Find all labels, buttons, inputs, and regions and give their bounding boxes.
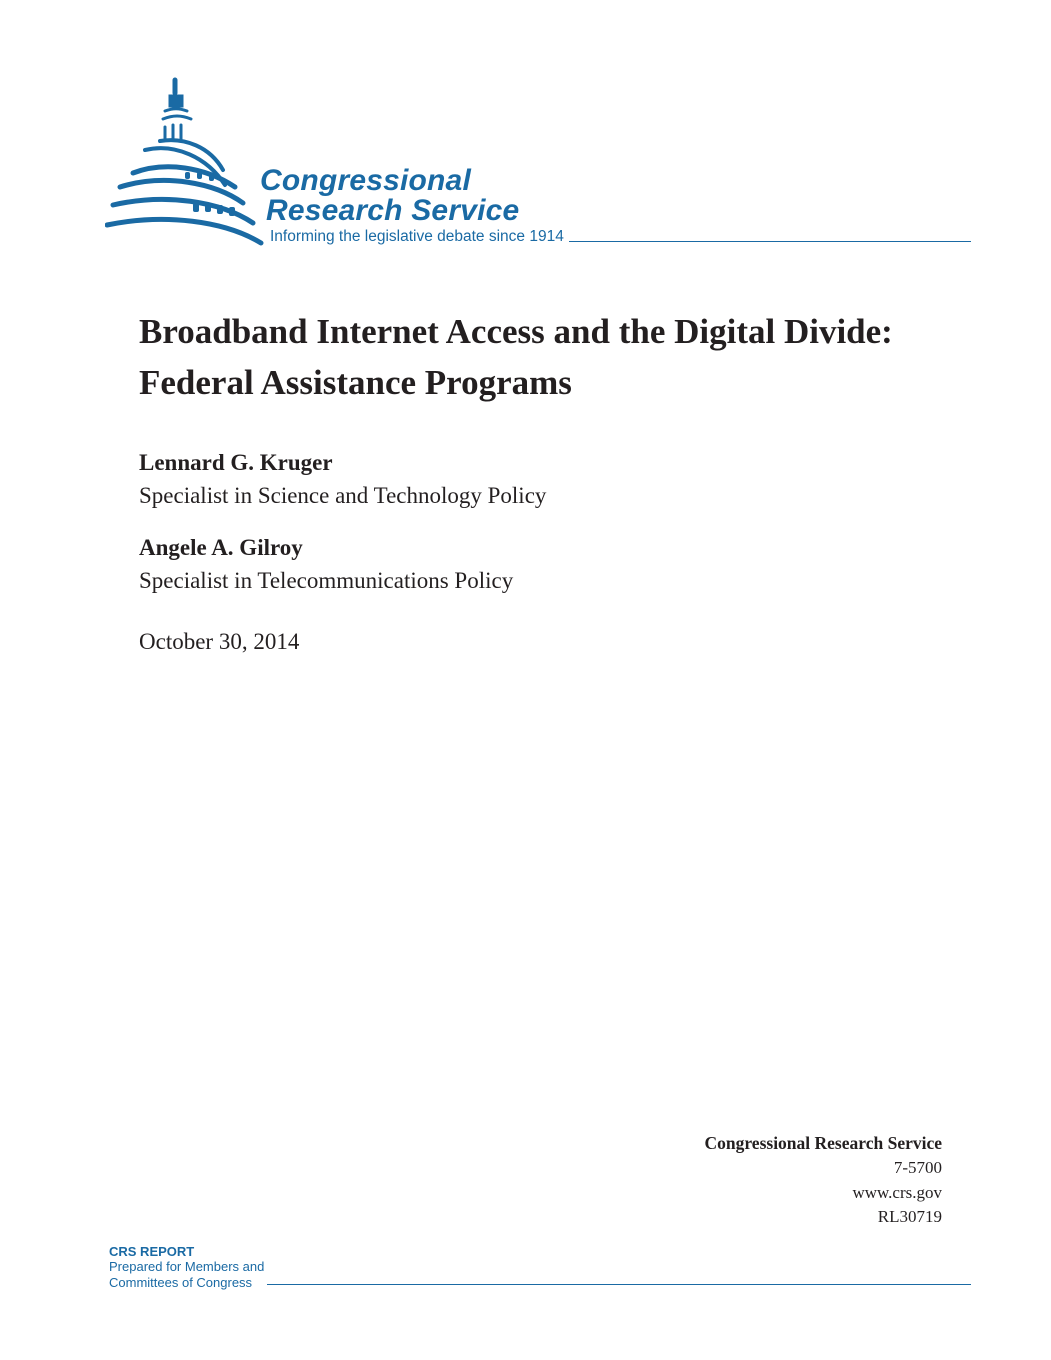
author-block [139, 533, 513, 599]
publisher-code: 7-5700 [893, 1158, 942, 1177]
crs-logo-wordmark [260, 166, 519, 226]
footer-divider [267, 1284, 971, 1285]
brand-name-line2: Research Service [266, 194, 520, 227]
author-name: Angele A. Gilroy [139, 535, 303, 560]
author-role: Specialist in Telecommunications Policy [139, 568, 514, 593]
footer-line2: Committees of Congress [109, 1274, 253, 1290]
author-block [139, 448, 546, 514]
report-number: RL30719 [877, 1207, 942, 1226]
publisher-info [704, 1130, 942, 1230]
capitol-dome-icon [105, 75, 265, 250]
brand-name-line1: Congressional [260, 164, 471, 197]
publisher-url[interactable]: www.crs.gov [852, 1182, 942, 1202]
author-role: Specialist in Science and Technology Policy [139, 483, 547, 508]
report-title: Broadband Internet Access and the Digital Divide: Federal Assistance Programs [139, 312, 893, 402]
footer [109, 1244, 971, 1294]
author-name: Lennard G. Kruger [139, 450, 333, 475]
footer-label: CRS REPORT [109, 1244, 195, 1259]
tagline-row [270, 228, 971, 248]
publisher-name: Congressional Research Service [704, 1133, 942, 1153]
brand-tagline: Informing the legislative debate since 1914 [270, 228, 569, 246]
footer-line1: Prepared for Members and [109, 1259, 265, 1274]
report-date: October 30, 2014 [139, 629, 300, 654]
